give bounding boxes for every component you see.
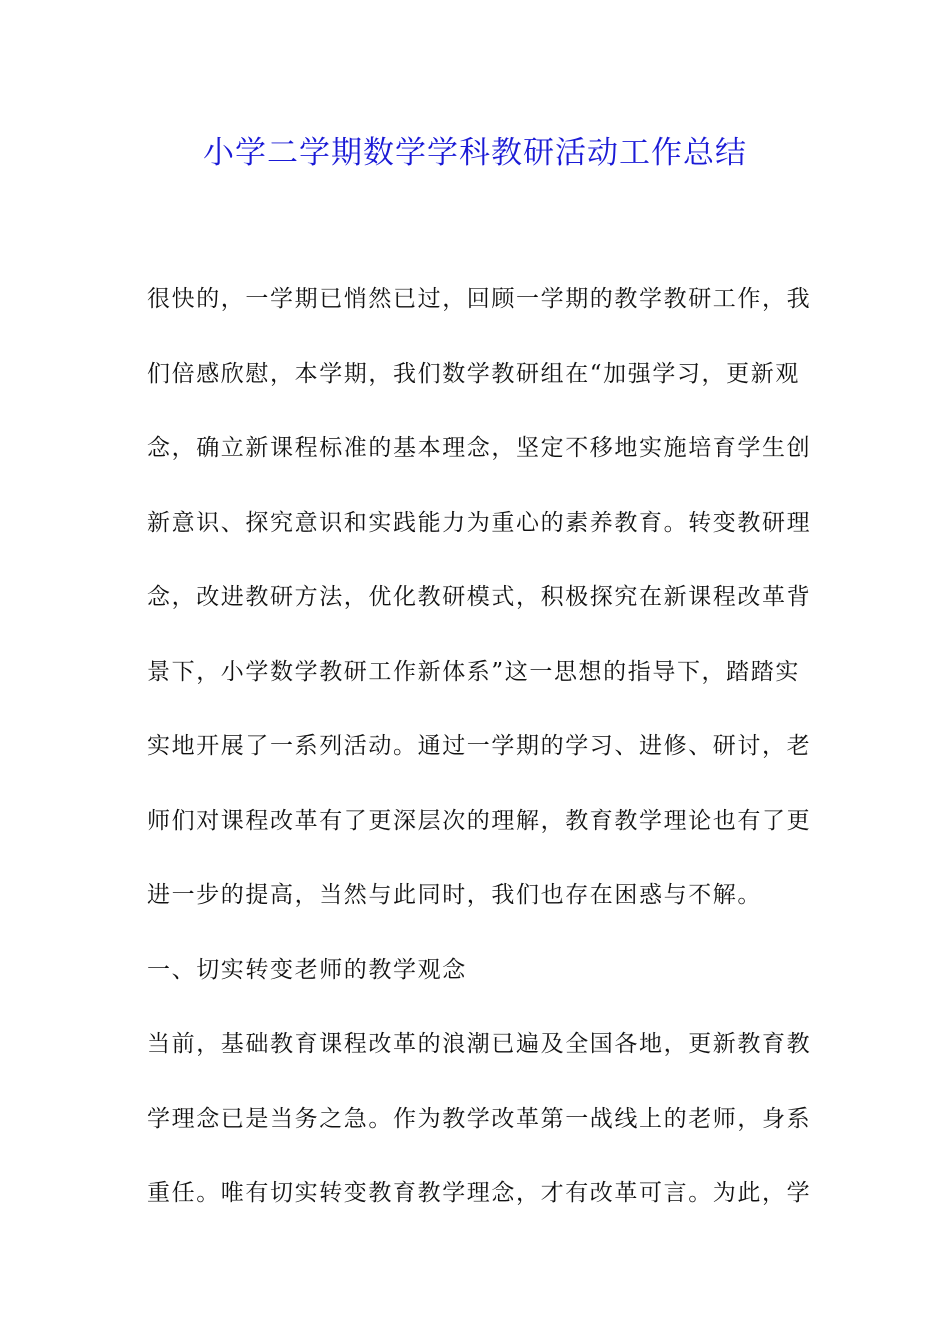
body-line-12: 重任。唯有切实转变教育教学理念，才有改革可言。为此，学 — [147, 1180, 812, 1206]
section-heading-1: 一、切实转变老师的教学观念 — [147, 956, 467, 983]
body-line-6: 景下，小学数学教研工作新体系”这一思想的指导下，踏踏实 — [147, 658, 800, 685]
body-line-1: 很快的，一学期已悄然已过，回顾一学期的教学教研工作，我 — [147, 286, 812, 312]
body-line-2: 们倍感欣慰，本学期，我们数学教研组在“加强学习，更新观 — [147, 360, 800, 387]
body-line-10: 当前，基础教育课程改革的浪潮已遍及全国各地，更新教育教 — [147, 1031, 812, 1057]
body-line-9: 进一步的提高，当然与此同时，我们也存在困惑与不解。 — [147, 882, 762, 908]
document-body — [147, 262, 812, 1231]
body-line-5: 念，改进教研方法，优化教研模式，积极探究在新课程改革背 — [147, 584, 812, 610]
body-line-3: 念，确立新课程标准的基本理念，坚定不移地实施培育学生创 — [147, 435, 812, 461]
body-line-4: 新意识、探究意识和实践能力为重心的素养教育。转变教研理 — [147, 509, 812, 536]
body-line-7: 实地开展了一系列活动。通过一学期的学习、进修、研讨，老 — [147, 733, 812, 759]
body-line-11: 学理念已是当务之急。作为教学改革第一战线上的老师，身系 — [147, 1105, 812, 1132]
document-title: 小学二学期数学学科教研活动工作总结 — [203, 135, 747, 171]
body-line-8: 师们对课程改革有了更深层次的理解，教育教学理论也有了更 — [147, 807, 812, 834]
